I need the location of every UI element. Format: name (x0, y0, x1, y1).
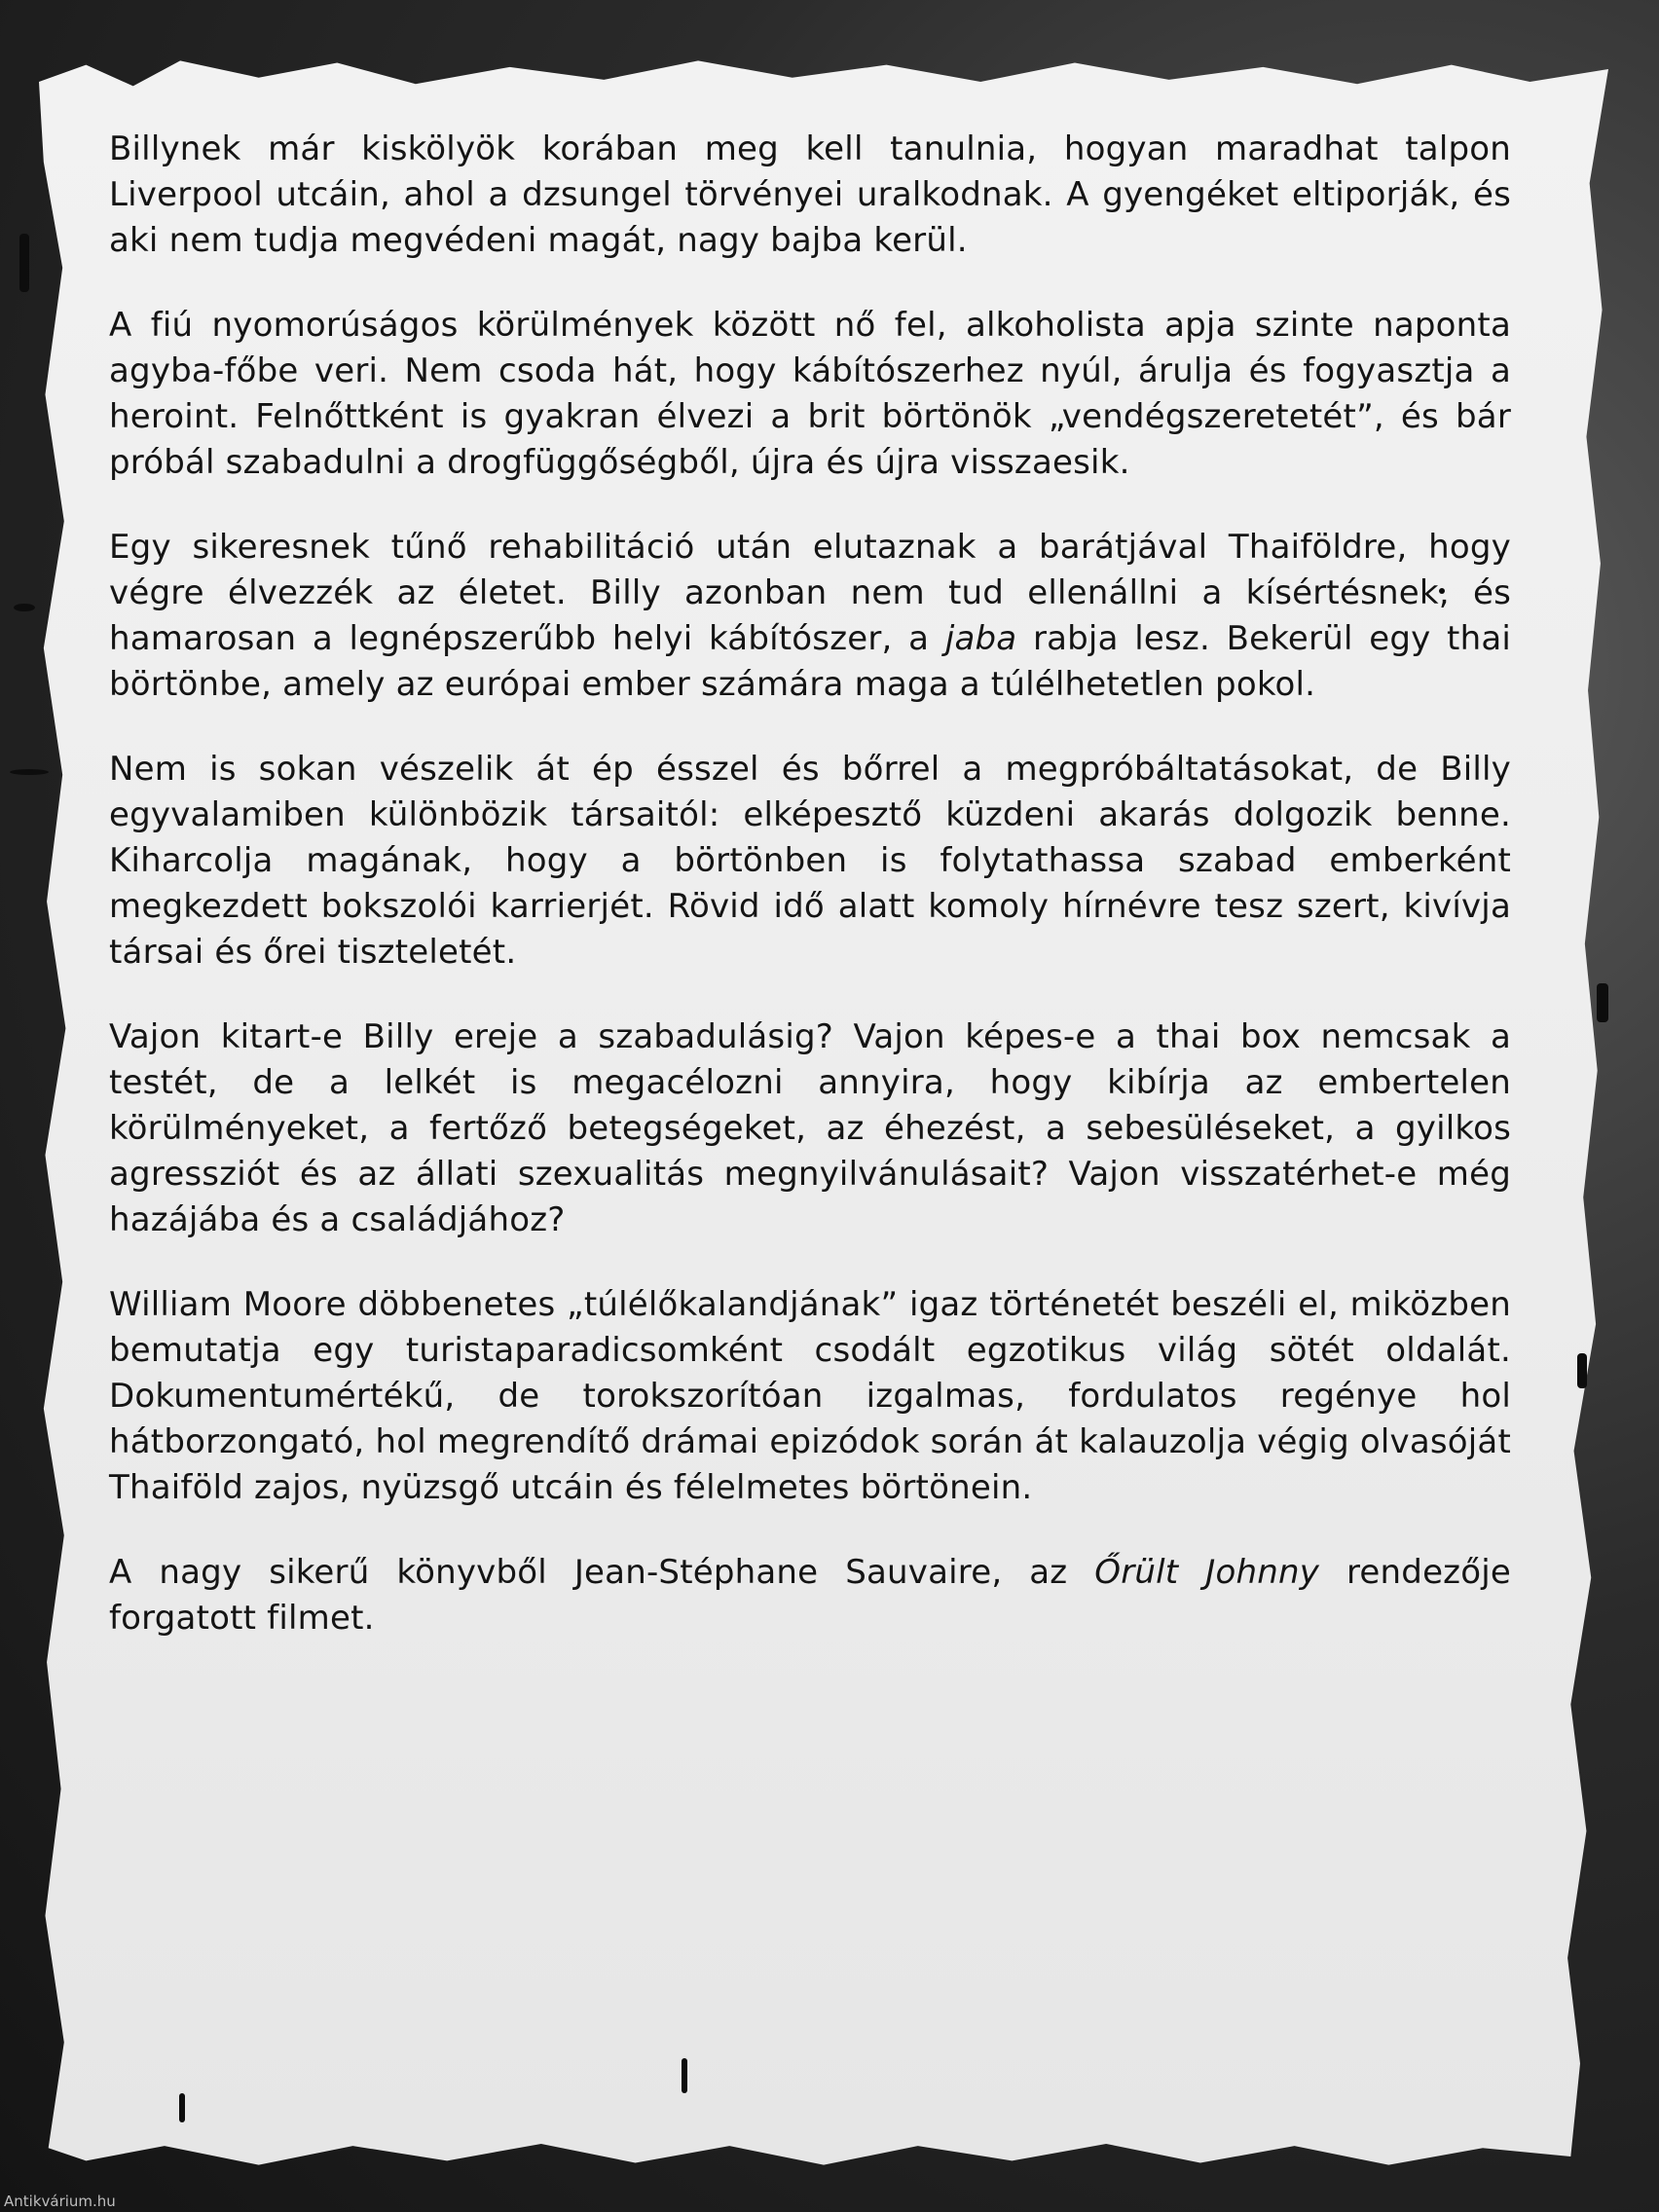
ink-speck (19, 234, 29, 292)
paragraph-7-text: A nagy sikerű könyvből Jean-Stéphane Sauvaire, az (109, 1553, 1095, 1592)
watermark: Antikvárium.hu (4, 2193, 116, 2210)
paragraph-7 (109, 1550, 1511, 1641)
paragraph-2: A fiú nyomorúságos körülmények között nő fel, alkoholista apja szinte naponta agyba-főbe veri. Nem csoda hát, hogy kábítószerhez nyúl, árulja és fogyasztja a heroint. Felnőttként is gyakran élvezi a brit börtönök „vendégszeretetét”, és bár próbál szabadulni a drogfüggőségből, újra és újra visszaesik. (109, 306, 1511, 482)
ink-speck (1577, 1353, 1587, 1388)
back-cover-text (109, 127, 1511, 1641)
ink-speck (14, 604, 35, 611)
italic-film-title: Őrült Johnny (1094, 1553, 1320, 1592)
paragraph-1: Billynek már kiskölyök korában meg kell tanulnia, hogyan maradhat talpon Liverpool utcáin, ahol a dzsungel törvényei uralkodnak. A gyengéket eltiporják, és aki nem tudja megvédeni magát, nagy bajba kerül. (109, 129, 1511, 260)
ink-speck (179, 2093, 185, 2122)
paragraph-7-text-end: rendezője forgatott filmet. (109, 1553, 1511, 1638)
ink-speck (10, 769, 49, 775)
italic-jaba: jaba (944, 619, 1017, 658)
paragraph-3-text-end: rabja lesz. Bekerül egy thai börtönbe, amely az európai ember számára maga a túlélhetetlen pokol. (109, 619, 1511, 704)
paragraph-3-text: Egy sikeresnek tűnő rehabilitáció után elutaznak a barátjával Thaiföldre, hogy végre élvezzék az életet. Billy azonban nem tud ellenállni a kísértésnek, és hamarosan a legnépszerűbb helyi kábítószer, a (109, 528, 1511, 658)
paragraph-6: William Moore döbbenetes „túlélőkalandjának” igaz történetét beszéli el, miközben bemutatja egy turistaparadicsomként csodált egzotikus világ sötét oldalát. Dokumentumértékű, de torokszorítóan izgalmas, fordulatos regénye hol hátborzongató, hol megrendítő drámai epizódok során át kalauzolja végig olvasóját Thaiföld zajos, nyüzsgő utcáin és félelmetes börtönein. (109, 1285, 1511, 1507)
paragraph-3 (109, 525, 1511, 708)
ink-speck (1597, 983, 1608, 1022)
paragraph-4: Nem is sokan vészelik át ép ésszel és bőrrel a megpróbáltatásokat, de Billy egyvalamiben különbözik társaitól: elképesztő küzdeni akarás dolgozik benne. Kiharcolja magának, hogy a börtönben is folytathassa szabad emberként megkezdett bokszolói karrierjét. Rövid idő alatt komoly hírnévre tesz szert, kivívja társai és őrei tiszteletét. (109, 750, 1511, 972)
paragraph-5: Vajon kitart-e Billy ereje a szabadulásig? Vajon képes-e a thai box nemcsak a testét, de a lelkét is megacélozni annyira, hogy kibírja az embertelen körülményeket, a fertőző betegségeket, az éhezést, a sebesüléseket, a gyilkos agressziót és az állati szexualitás megnyilvánulásait? Vajon visszatérhet-e még hazájába és a családjához? (109, 1017, 1511, 1239)
ink-speck (682, 2058, 687, 2093)
